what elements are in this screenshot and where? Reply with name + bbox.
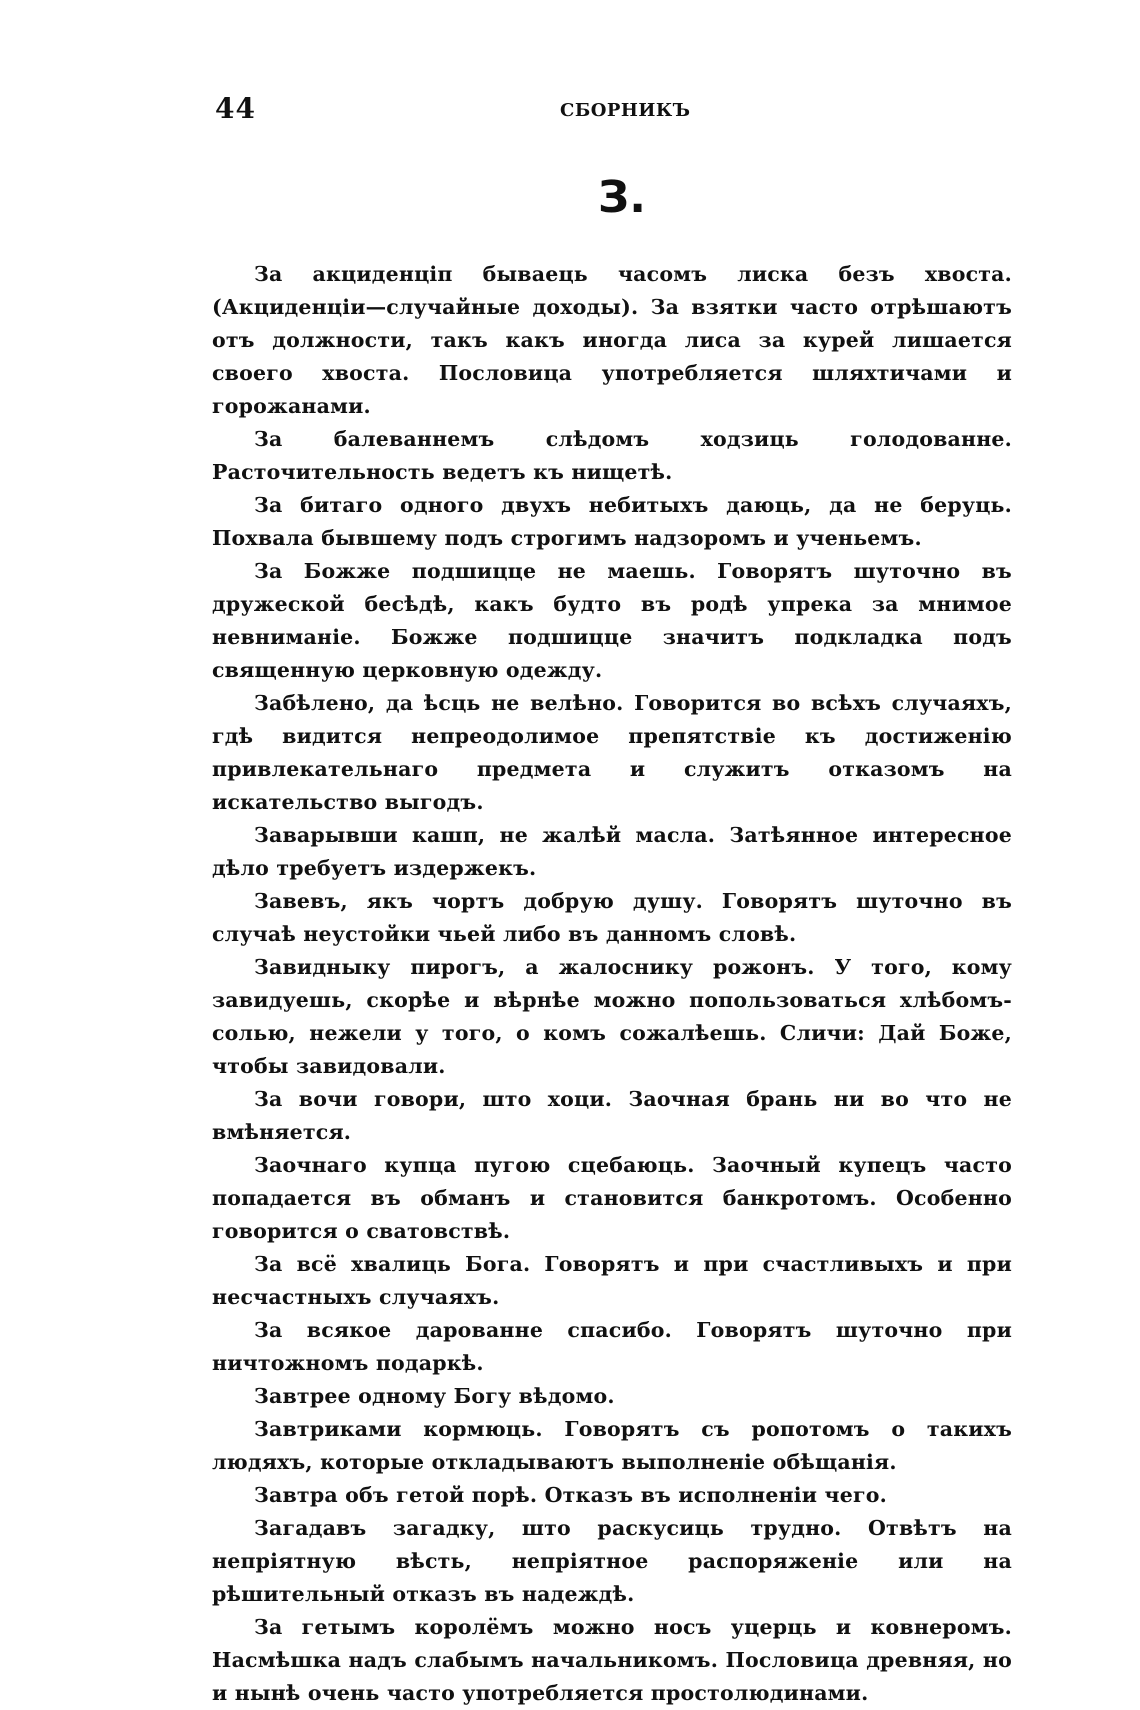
proverb-entry: Загадавъ загадку, што раскусиць трудно. Отвѣтъ на непріятную вѣсть, непріятное распоряженіе или на рѣшительный отказъ въ надеждѣ. [212, 1516, 1012, 1606]
page-number: 44 [215, 92, 256, 125]
proverb-entry: Заочнаго купца пугою сцебаюць. Заочный купецъ часто попадается въ обманъ и становится банкротомъ. Особенно говорится о сватовствѣ. [212, 1153, 1012, 1243]
proverb-entry: За всё хвалиць Бога. Говорятъ и при счастливыхъ и при несчастныхъ случаяхъ. [212, 1252, 1012, 1309]
proverb-entry: Забѣлено, да ѣсць не велѣно. Говорится во всѣхъ случаяхъ, гдѣ видится непреодолимое препятствіе къ достиженію привлекательнаго предмета и служитъ отказомъ на искательство выгодъ. [212, 691, 1012, 814]
proverb-entry: За битаго одного двухъ небитыхъ даюць, да не беруць. Похвала бывшему подъ строгимъ надзоромъ и ученьемъ. [212, 493, 1012, 550]
proverb-entry: За акциденціп бываець часомъ лиска безъ хвоста. (Акциденціи—случайные доходы). За взятки часто отрѣшаютъ отъ должности, такъ какъ иногда лиса за курей лишается своего хвоста. Пословица употребляется шляхтичами и горожанами. [212, 262, 1012, 418]
proverb-entry: За всякое дарованне спасибо. Говорятъ шуточно при ничтожномъ подаркѣ. [212, 1318, 1012, 1375]
proverb-entry: Завидныку пирогъ, а жалоснику рожонъ. У того, кому завидуешь, скорѣе и вѣрнѣе можно попользоваться хлѣбомъ-солью, нежели у того, о комъ сожалѣешь. Сличи: Дай Боже, чтобы завидовали. [212, 955, 1012, 1078]
proverb-entry: Завтра объ гетой порѣ. Отказъ въ исполненіи чего. [254, 1483, 887, 1507]
section-letter: З. [598, 172, 646, 223]
proverb-entry: За вочи говори, што хоци. Заочная брань ни во что не вмѣняется. [212, 1087, 1012, 1144]
proverb-entry: Завевъ, якъ чортъ добрую душу. Говорятъ шуточно въ случаѣ неустойки чьей либо въ данномъ словѣ. [212, 889, 1012, 946]
proverb-entry: За Божже подшицце не маешь. Говорятъ шуточно въ дружеской бесѣдѣ, какъ будто въ родѣ упрека за мнимое невниманіе. Божже подшицце значитъ подкладка подъ священную церковную одежду. [212, 559, 1012, 682]
proverb-entries [212, 258, 1012, 1710]
proverb-entry: За гетымъ королёмъ можно носъ уцерць и ковнеромъ. Насмѣшка надъ слабымъ начальникомъ. Пословица древняя, но и нынѣ очень часто употребляется простолюдинами. [212, 1615, 1012, 1705]
proverb-entry: За балеваннемъ слѣдомъ ходзиць голодованне. Расточительность ведетъ къ нищетѣ. [212, 427, 1012, 484]
proverb-entry: Завтриками кормюць. Говорятъ съ ропотомъ о такихъ людяхъ, которые откладываютъ выполненіе обѣщанія. [212, 1417, 1012, 1474]
proverb-entry: Заварывши кашп, не жалѣй масла. Затѣянное интересное дѣло требуетъ издержекъ. [212, 823, 1012, 880]
running-title: СБОРНИКЪ [560, 100, 691, 121]
proverb-entry: Завтрее одному Богу вѣдомо. [254, 1384, 615, 1408]
